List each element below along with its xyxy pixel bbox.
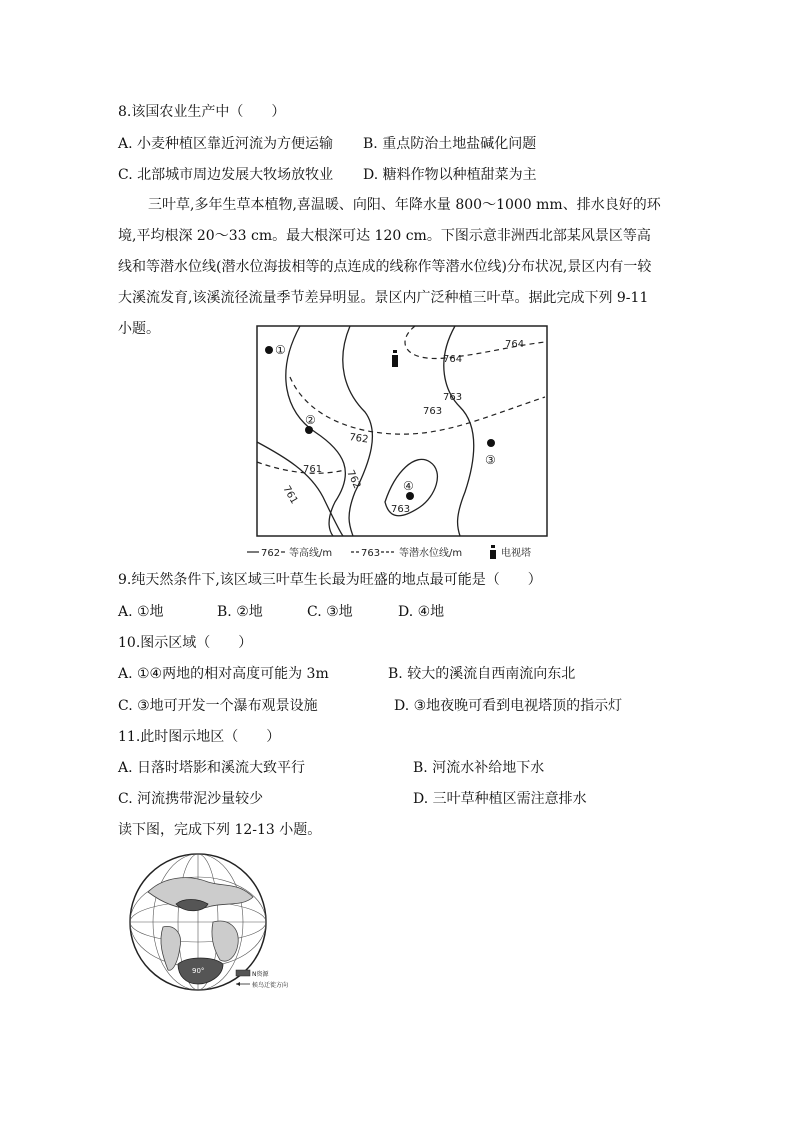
point-4-label: ④ [403, 479, 414, 493]
water-label: 763 [443, 392, 463, 403]
q8-option-d: D. 糖料作物以种植甜菜为主 [363, 167, 537, 183]
q11-stem: 11.此时图示地区（ ） [118, 729, 281, 745]
q10-option-c: C. ③地可开发一个瀑布观景设施 [118, 698, 318, 714]
q9-option-d: D. ④地 [398, 604, 445, 620]
point-1-dot [265, 346, 273, 354]
q10-stem: 10.图示区域（ ） [118, 635, 253, 651]
water-label: 763 [423, 406, 443, 417]
contour-label: 763 [391, 504, 411, 515]
legend-tower-icon [490, 545, 496, 559]
q10-option-b: B. 较大的溪流自西南流向东北 [388, 666, 576, 682]
q9-option-a: A. ①地 [118, 604, 164, 620]
q10-option-a: A. ①④两地的相对高度可能为 3m [118, 666, 329, 682]
read-instruction: 读下图，完成下列 12-13 小题。 [118, 822, 322, 838]
legend-tower-text: 电视塔 [501, 548, 531, 559]
globe-legend-swatch [236, 970, 250, 976]
contour-line-2 [286, 326, 346, 536]
contour-label: 761 [303, 464, 323, 475]
q9-stem: 9.纯天然条件下,该区域三叶草生长最为旺盛的地点最可能是（ ） [118, 572, 542, 588]
contour-line-1 [257, 442, 343, 536]
contour-line-3 [343, 326, 373, 536]
point-3-dot [487, 439, 495, 447]
water-line-2 [290, 377, 545, 434]
contour-label: 762 [344, 468, 363, 491]
water-label: 764 [443, 354, 463, 365]
contour-label: 762 [348, 432, 370, 446]
point-4-dot [406, 492, 414, 500]
q8-option-c: C. 北部城市周边发展大牧场放牧业 [118, 167, 334, 183]
contour-label: 761 [280, 484, 300, 507]
globe-legend-1: N资源 [252, 971, 269, 978]
q11-option-c: C. 河流携带泥沙量较少 [118, 791, 264, 807]
q8-option-b: B. 重点防治土地盐碱化问题 [363, 136, 537, 152]
contour-map [245, 322, 565, 562]
passage-text: 三叶草,多年生草本植物,喜温暖、向阳、年降水量 800～1000 mm、排水良好的环境,平均根深 20～33 cm。最大根深可达 120 cm。下图示意非洲西北部某风景区等高线和等潜水位线(潜水位海拔相等的点连成的线称作等潜水位线)分布状况,景区内有一较大溪流发育,该溪流径流量季节差异明显。景区内广泛种植三叶草。据此完成下列 9-11 小题。 [118, 197, 661, 337]
point-2-label: ② [305, 413, 316, 427]
globe-figure [128, 852, 308, 1002]
q11-option-d: D. 三叶草种植区需注意排水 [413, 791, 587, 807]
water-line-3 [257, 462, 345, 473]
globe-legend-2: 候鸟迁徙方向 [252, 982, 289, 989]
globe-90-label: 90° [192, 967, 205, 975]
q9-option-c: C. ③地 [307, 604, 353, 620]
q8-option-a: A. 小麦种植区靠近河流为方便运输 [118, 136, 334, 152]
legend-water-value: 763 [361, 548, 381, 559]
legend-contour-value: 762 [261, 548, 281, 559]
legend-contour-text: 等高线/m [289, 548, 333, 559]
point-2-dot [305, 426, 313, 434]
point-1-label: ① [275, 343, 286, 357]
q9-option-b: B. ②地 [217, 604, 263, 620]
q10-option-d: D. ③地夜晚可看到电视塔顶的指示灯 [394, 698, 623, 714]
water-label: 764 [505, 339, 525, 350]
q11-option-a: A. 日落时塔影和溪流大致平行 [118, 760, 306, 776]
point-3-label: ③ [485, 453, 496, 467]
legend-water-text: 等潜水位线/m [399, 548, 463, 559]
q11-option-b: B. 河流水补给地下水 [413, 760, 545, 776]
tv-tower-icon [392, 350, 398, 367]
q8-stem: 8.该国农业生产中（ ） [118, 104, 286, 120]
